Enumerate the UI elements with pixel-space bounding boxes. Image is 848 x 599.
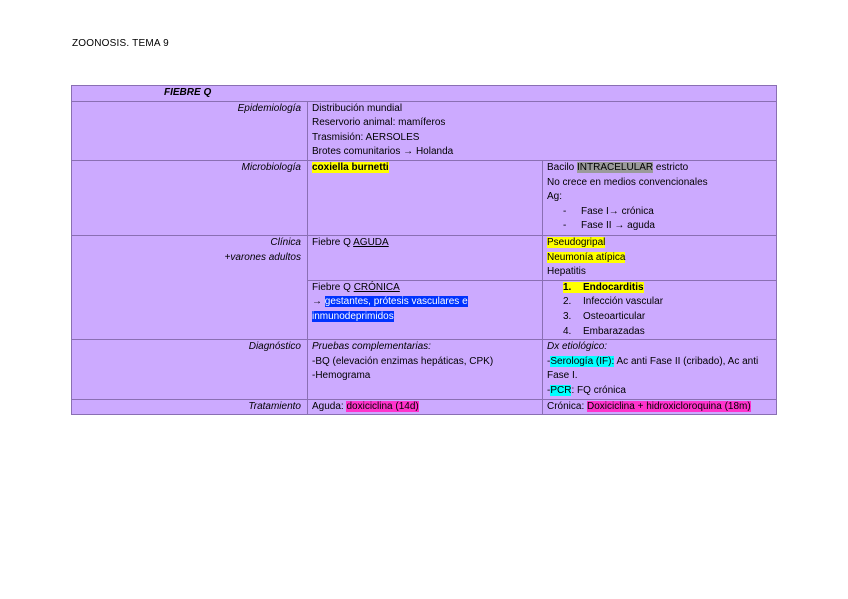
arrow-right-icon: → <box>403 146 414 158</box>
no-crece-line: No crece en medios convencionales <box>547 176 708 188</box>
clinica-cronica-items <box>543 280 777 339</box>
cronica-item: 3. Osteoarticular <box>563 310 646 322</box>
epi-line: Distribución mundial <box>312 102 403 114</box>
cronica-item: 4. Embarazadas <box>563 325 645 337</box>
cronica-item: 1. Endocarditis <box>563 281 644 293</box>
microbiologia-row <box>72 160 777 235</box>
cronica-risk-line <box>312 295 538 324</box>
arrow-right-icon: → <box>614 220 625 232</box>
cronica-treatment: Doxiciclina + hidroxicloroquina (18m) <box>587 400 751 412</box>
fase-item: - Fase I→ crónica <box>563 205 654 217</box>
title-row <box>72 86 777 102</box>
row-label-epidemiologia: Epidemiología <box>72 101 308 160</box>
fase-item: - Fase II → aguda <box>563 220 655 232</box>
pruebas-line: -BQ (elevación enzimas hepáticas, CPK) <box>312 355 494 367</box>
table-title: FIEBRE Q <box>72 86 777 102</box>
aguda-item: Neumonía atípica <box>547 251 626 263</box>
organism-name: coxiella burnetti <box>312 161 389 173</box>
tratamiento-row <box>72 399 777 415</box>
row-label-microbiologia: Microbiología <box>72 160 308 235</box>
clinica-aguda-items <box>543 235 777 280</box>
arrow-right-icon: → <box>608 205 619 217</box>
pruebas-line: -Hemograma <box>312 370 371 382</box>
epi-holanda: Holanda <box>415 146 454 158</box>
aguda-word: AGUDA <box>353 236 389 248</box>
bacilo-line: Bacilo INTRACELULAR estricto <box>547 161 689 173</box>
arrow-right-icon: → <box>312 296 322 308</box>
microbiologia-organism-cell <box>308 160 543 235</box>
row-label-diagnostico: Diagnóstico <box>72 340 308 399</box>
row-label-tratamiento: Tratamiento <box>72 399 308 415</box>
cronica-word: CRÓNICA <box>353 281 400 293</box>
tratamiento-cronica-cell: Crónica: Doxiciclina + hidroxicloroquina (18m) <box>543 399 777 415</box>
tratamiento-aguda-cell: Aguda: doxiciclina (14d) <box>308 399 543 415</box>
row-label-clinica <box>72 235 308 339</box>
clinica-sublabel: +varones adultos <box>224 251 301 263</box>
diagnostico-left-cell <box>308 340 543 399</box>
pruebas-title: Pruebas complementarias: <box>312 341 431 353</box>
clinica-label: Clínica <box>270 236 301 248</box>
clinica-cronica-cell: Fiebre Q CRÓNICA → gestantes, prótesis vasculares e inmunodeprimidos <box>308 280 543 339</box>
epidemiologia-row <box>72 101 777 160</box>
epi-line: Reservorio animal: mamíferos <box>312 117 446 129</box>
microbiologia-detail-cell <box>543 160 777 235</box>
cronica-item: 2. Infección vascular <box>563 296 664 308</box>
aguda-item: Hepatitis <box>547 266 586 278</box>
ag-line: Ag: <box>547 191 563 203</box>
diagnostico-right-cell <box>543 340 777 399</box>
diagnostico-row <box>72 340 777 399</box>
epi-brotes: Brotes comunitarios <box>312 146 401 158</box>
document-header: ZOONOSIS. TEMA 9 <box>72 38 169 49</box>
serologia-highlight: Serología (IF): <box>550 355 615 367</box>
epidemiologia-content <box>308 101 777 160</box>
epi-line: Trasmisión: AERSOLES <box>312 131 420 143</box>
cronica-risk: gestantes, prótesis vasculares e inmunodeprimidos <box>312 296 468 322</box>
aguda-item: Pseudogripal <box>547 236 606 248</box>
intracelular-highlight: INTRACELULAR <box>577 161 654 173</box>
pcr-line: -PCR: FQ crónica <box>547 384 626 396</box>
epi-line <box>312 145 772 160</box>
aguda-treatment: doxiciclina (14d) <box>346 400 419 412</box>
serologia-line: -Serología (IF): Ac anti Fase II (cribado), Ac anti Fase I. <box>547 355 759 382</box>
clinica-aguda-row <box>72 235 777 280</box>
pcr-highlight: PCR <box>550 384 572 396</box>
clinica-aguda-cell: Fiebre Q AGUDA <box>308 235 543 280</box>
fiebre-q-table <box>71 85 777 415</box>
dx-etiologico-title: Dx etiológico: <box>547 341 608 353</box>
